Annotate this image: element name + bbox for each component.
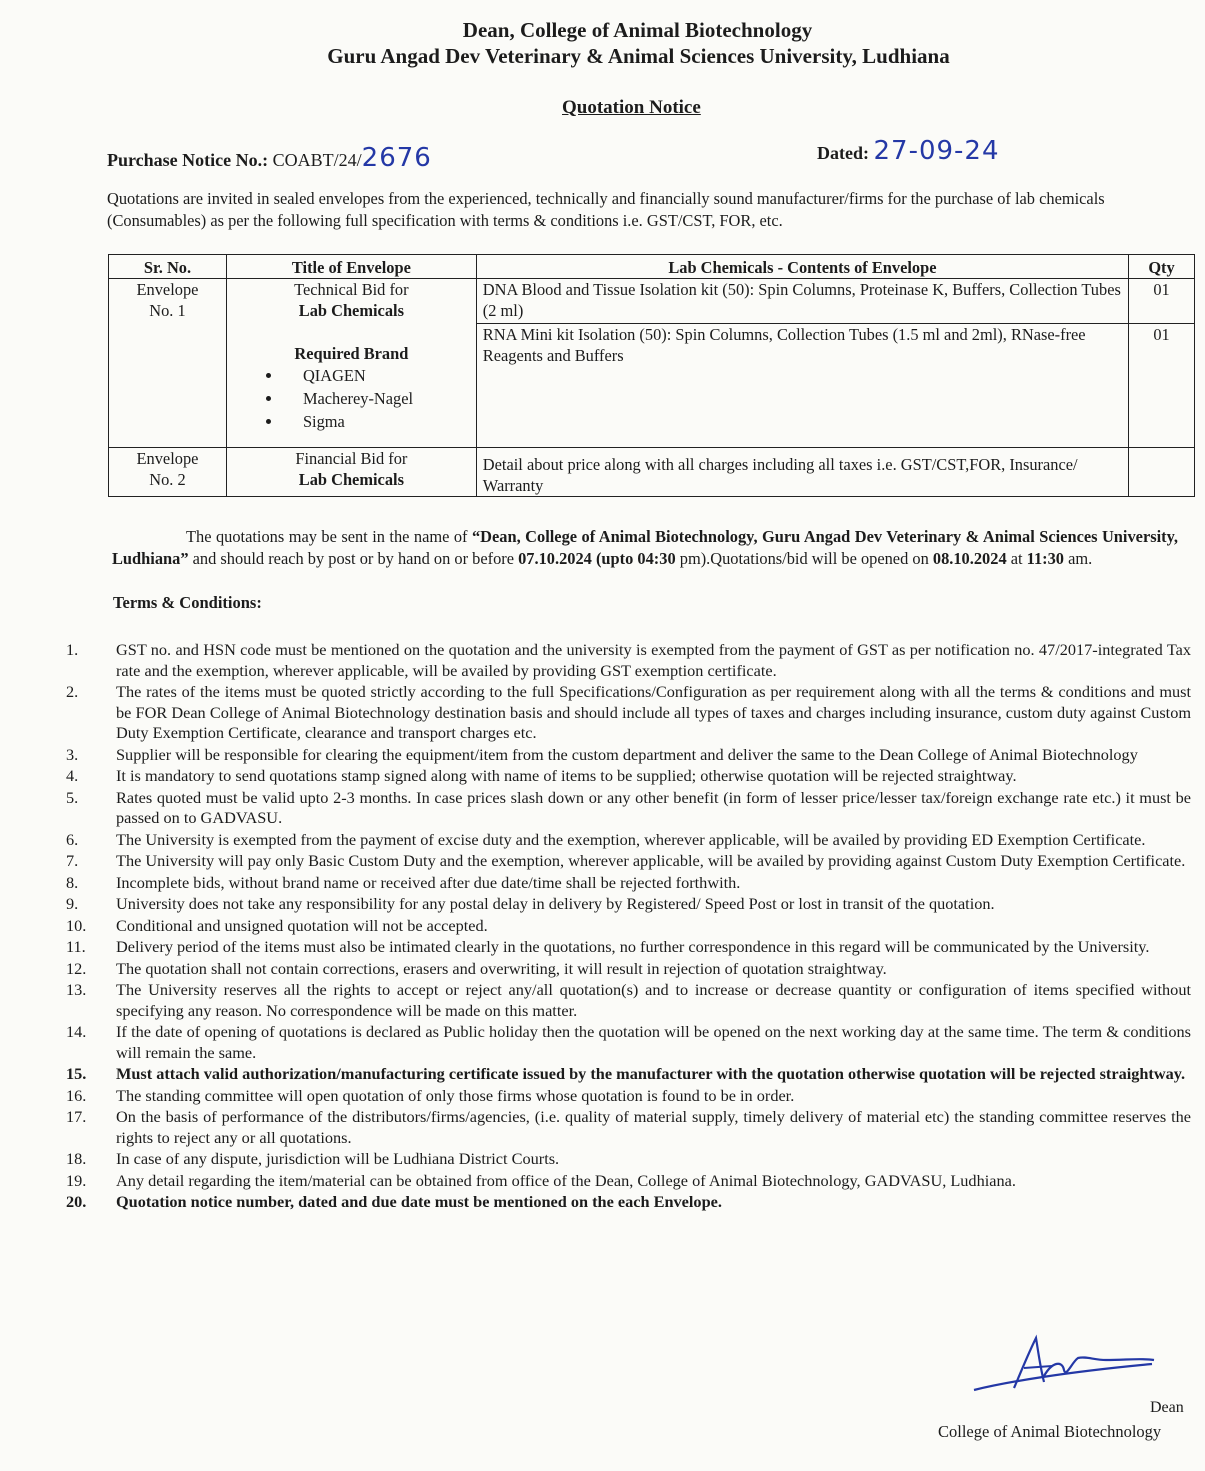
list-item: • Macherey-Nagel	[283, 387, 470, 410]
signatory-college: College of Animal Biotechnology	[938, 1422, 1162, 1441]
env2-sr-cell	[109, 448, 227, 497]
env1-sr-line1: Envelope	[136, 280, 199, 299]
term-number: 16.	[66, 1085, 87, 1105]
dated-handwritten-date: 27-09-24	[873, 136, 1000, 166]
list-item	[66, 873, 1191, 894]
term-number: 13.	[66, 980, 87, 999]
term-number: 14.	[66, 1022, 87, 1041]
term-number: 3.	[66, 744, 79, 764]
env1-item1-qty: 01	[1129, 279, 1195, 324]
list-item	[66, 894, 1191, 915]
submission-text-2: and should reach by post or by hand on or before	[188, 549, 519, 568]
intro-paragraph: Quotations are invited in sealed envelopes from the experienced, technically and financially sound manufacturer/firms for the purchase of lab chemicals (Consumables) as per the following full specification with terms & conditions i.e. GST/CST, FOR, etc.	[107, 189, 1105, 230]
term-text: The University reserves all the rights to accept or reject any/all quotation(s) and to increase or decrease quantity or configuration of items specified without specifying any reason. No correspondence will be made on this matter.	[116, 980, 1191, 1020]
env1-sr-cell	[109, 279, 227, 448]
purchase-notice-handwritten-number: 2676	[361, 143, 432, 173]
list-item	[66, 1086, 1191, 1107]
env1-item2-content: RNA Mini kit Isolation (50): Spin Columns, Collection Tubes (1.5 ml and 2ml), RNase-free Reagents and Buffers	[476, 324, 1128, 448]
list-item	[66, 830, 1191, 851]
env2-qty	[1129, 448, 1195, 497]
term-number: 15.	[66, 1064, 87, 1083]
env1-title-line2: Lab Chemicals	[298, 301, 404, 320]
term-number: 9.	[66, 894, 79, 913]
list-item	[66, 1171, 1191, 1192]
env2-title-line2: Lab Chemicals	[298, 470, 404, 489]
term-text: It is mandatory to send quotations stamp signed along with name of items to be supplied; otherwise quotation will be rejected straightway.	[116, 766, 1017, 785]
list-item	[66, 959, 1191, 980]
submission-open-time: 11:30	[1026, 549, 1065, 568]
header-contents: Lab Chemicals - Contents of Envelope	[476, 255, 1128, 279]
submission-addressee: “Dean, College of Animal Biotechnology, Guru Angad Dev Veterinary & Animal Sciences University, Ludhiana”	[112, 527, 1178, 568]
list-item: • QIAGEN	[283, 364, 470, 387]
terms-list	[66, 640, 1191, 1214]
dated-label: Dated:	[817, 143, 869, 163]
term-number: 19.	[66, 1170, 87, 1190]
term-number: 18.	[66, 1149, 87, 1168]
term-text: On the basis of performance of the distributors/firms/agencies, (i.e. quality of material supply, timely delivery of material etc) the standing committee reserves the rights to reject any or all quotations.	[116, 1107, 1191, 1147]
submission-paragraph	[112, 526, 1178, 570]
term-text: The quotation shall not contain corrections, erasers and overwriting, it will result in rejection of quotation straightway.	[116, 958, 887, 978]
terms-heading: Terms & Conditions:	[113, 593, 262, 612]
list-item	[66, 1022, 1191, 1063]
list-item	[66, 640, 1191, 681]
table-row	[109, 279, 1195, 324]
list-item	[66, 1107, 1191, 1148]
term-text: Supplier will be responsible for clearing the equipment/item from the custom department and deliver the same to the Dean College of Animal Biotechnology	[116, 744, 1138, 764]
term-number: 20.	[66, 1192, 87, 1211]
submission-text-1: The quotations may be sent in the name of	[186, 527, 472, 546]
env1-item1-content: DNA Blood and Tissue Isolation kit (50): Spin Columns, Proteinase K, Buffers, Collection Tubes (2 ml)	[476, 279, 1128, 324]
term-number: 8.	[66, 872, 79, 892]
term-text: Must attach valid authorization/manufacturing certificate issued by the manufacturer with the quotation otherwise quotation will be rejected straightway.	[116, 1064, 1186, 1083]
list-item	[66, 788, 1191, 829]
env2-sr-line2: No. 2	[149, 470, 186, 489]
list-item	[66, 1149, 1191, 1170]
header-qty: Qty	[1129, 255, 1195, 279]
term-number: 17.	[66, 1107, 87, 1126]
envelope-table	[108, 254, 1195, 497]
term-text: In case of any dispute, jurisdiction will be Ludhiana District Courts.	[116, 1149, 560, 1168]
term-number: 12.	[66, 958, 87, 978]
term-text: University does not take any responsibility for any postal delay in delivery by Registered/ Speed Post or lost in transit of the quotation.	[116, 894, 995, 913]
term-text: The University will pay only Basic Custom Duty and the exemption, wherever applicable, will be availed by providing against Custom Duty Exemption Certificate.	[116, 851, 1186, 870]
list-item	[66, 1192, 1191, 1213]
header-sr-no: Sr. No.	[109, 255, 227, 279]
list-item	[66, 937, 1191, 958]
env2-title-line1: Financial Bid for	[295, 449, 408, 468]
term-text: Quotation notice number, dated and due date must be mentioned on the each Envelope.	[116, 1192, 722, 1211]
list-item	[66, 851, 1191, 872]
list-item: • Sigma	[283, 410, 470, 433]
header-line-1: Dean, College of Animal Biotechnology	[462, 18, 813, 42]
submission-text-3: pm).Quotations/bid will be opened on	[675, 549, 933, 568]
env1-title-line1: Technical Bid for	[294, 280, 409, 299]
list-item	[66, 766, 1191, 787]
env2-content: Detail about price along with all charges including all taxes i.e. GST/CST,FOR, Insurance/ Warranty	[476, 448, 1128, 497]
term-number: 4.	[66, 766, 79, 785]
submission-open-date: 08.10.2024	[932, 549, 1007, 568]
table-header-row	[109, 255, 1195, 279]
list-item	[66, 745, 1191, 766]
term-text: Incomplete bids, without brand name or received after due date/time shall be rejected forthwith.	[116, 872, 741, 892]
brand-list	[233, 364, 470, 433]
term-number: 7.	[66, 851, 79, 870]
term-text: The rates of the items must be quoted strictly according to the full Specifications/Configuration as per requirement along with all the terms & conditions and must be FOR Dean College of Animal Biotechnology destination basis and should include all types of taxes and charges including insurance, custom duty against Custom Duty Exemption Certificate, clearance and transport charges etc.	[116, 682, 1191, 742]
term-text: Delivery period of the items must also be intimated clearly in the quotations, no further correspondence in this regard will be communicated by the University.	[116, 937, 1150, 956]
dated	[817, 136, 1000, 166]
env1-title-cell	[226, 279, 476, 448]
env2-sr-line1: Envelope	[136, 449, 199, 468]
term-number: 2.	[66, 682, 79, 701]
list-item	[66, 1064, 1191, 1085]
brand-heading: Required Brand	[294, 344, 409, 363]
term-text: Any detail regarding the item/material can be obtained from office of the Dean, College of Animal Biotechnology, GADVASU, Ludhiana.	[116, 1170, 1016, 1190]
env1-sr-line2: No. 1	[149, 301, 186, 320]
submission-text-5: am.	[1064, 549, 1093, 568]
purchase-notice	[107, 143, 432, 173]
submission-due-date: 07.10.2024 (upto 04:30	[518, 549, 676, 568]
term-number: 5.	[66, 787, 79, 807]
list-item	[66, 916, 1191, 937]
notice-title: Quotation Notice	[562, 97, 701, 118]
header-title-of-envelope: Title of Envelope	[226, 255, 476, 279]
term-text: If the date of opening of quotations is declared as Public holiday then the quotation will be opened on the next working day at the same time. The term & conditions will remain the same.	[116, 1022, 1191, 1062]
term-number: 10.	[66, 915, 87, 935]
term-number: 6.	[66, 829, 79, 849]
list-item	[66, 682, 1191, 744]
table-row	[109, 448, 1195, 497]
header-line-2: Guru Angad Dev Veterinary & Animal Sciences University, Ludhiana	[327, 44, 950, 68]
purchase-notice-label: Purchase Notice No.:	[107, 150, 269, 170]
term-number: 11.	[66, 937, 86, 956]
term-number: 1.	[66, 640, 79, 659]
term-text: The University is exempted from the payment of excise duty and the exemption, wherever applicable, will be availed by providing ED Exemption Certificate.	[116, 829, 1146, 849]
env2-title-cell	[226, 448, 476, 497]
term-text: GST no. and HSN code must be mentioned on the quotation and the university is exempted from the payment of GST as per notification no. 47/2017-integrated Tax rate and the exemption, wherever applicable, will be availed by providing GST exemption certificate.	[116, 640, 1191, 680]
term-text: The standing committee will open quotation of only those firms whose quotation is found to be in order.	[116, 1085, 795, 1105]
env1-item2-qty: 01	[1129, 324, 1195, 448]
signature-mark	[966, 1332, 1166, 1409]
submission-text-4: at	[1006, 549, 1027, 568]
signatory-title: Dean	[1150, 1399, 1184, 1416]
term-text: Conditional and unsigned quotation will not be accepted.	[116, 915, 488, 935]
purchase-notice-prefix: COABT/24/	[272, 150, 362, 170]
term-text: Rates quoted must be valid upto 2-3 months. In case prices slash down or any other benefit (in form of lesser price/lesser tax/foreign exchange rate etc.) it must be passed on to GADVASU.	[116, 787, 1191, 827]
list-item	[66, 980, 1191, 1021]
